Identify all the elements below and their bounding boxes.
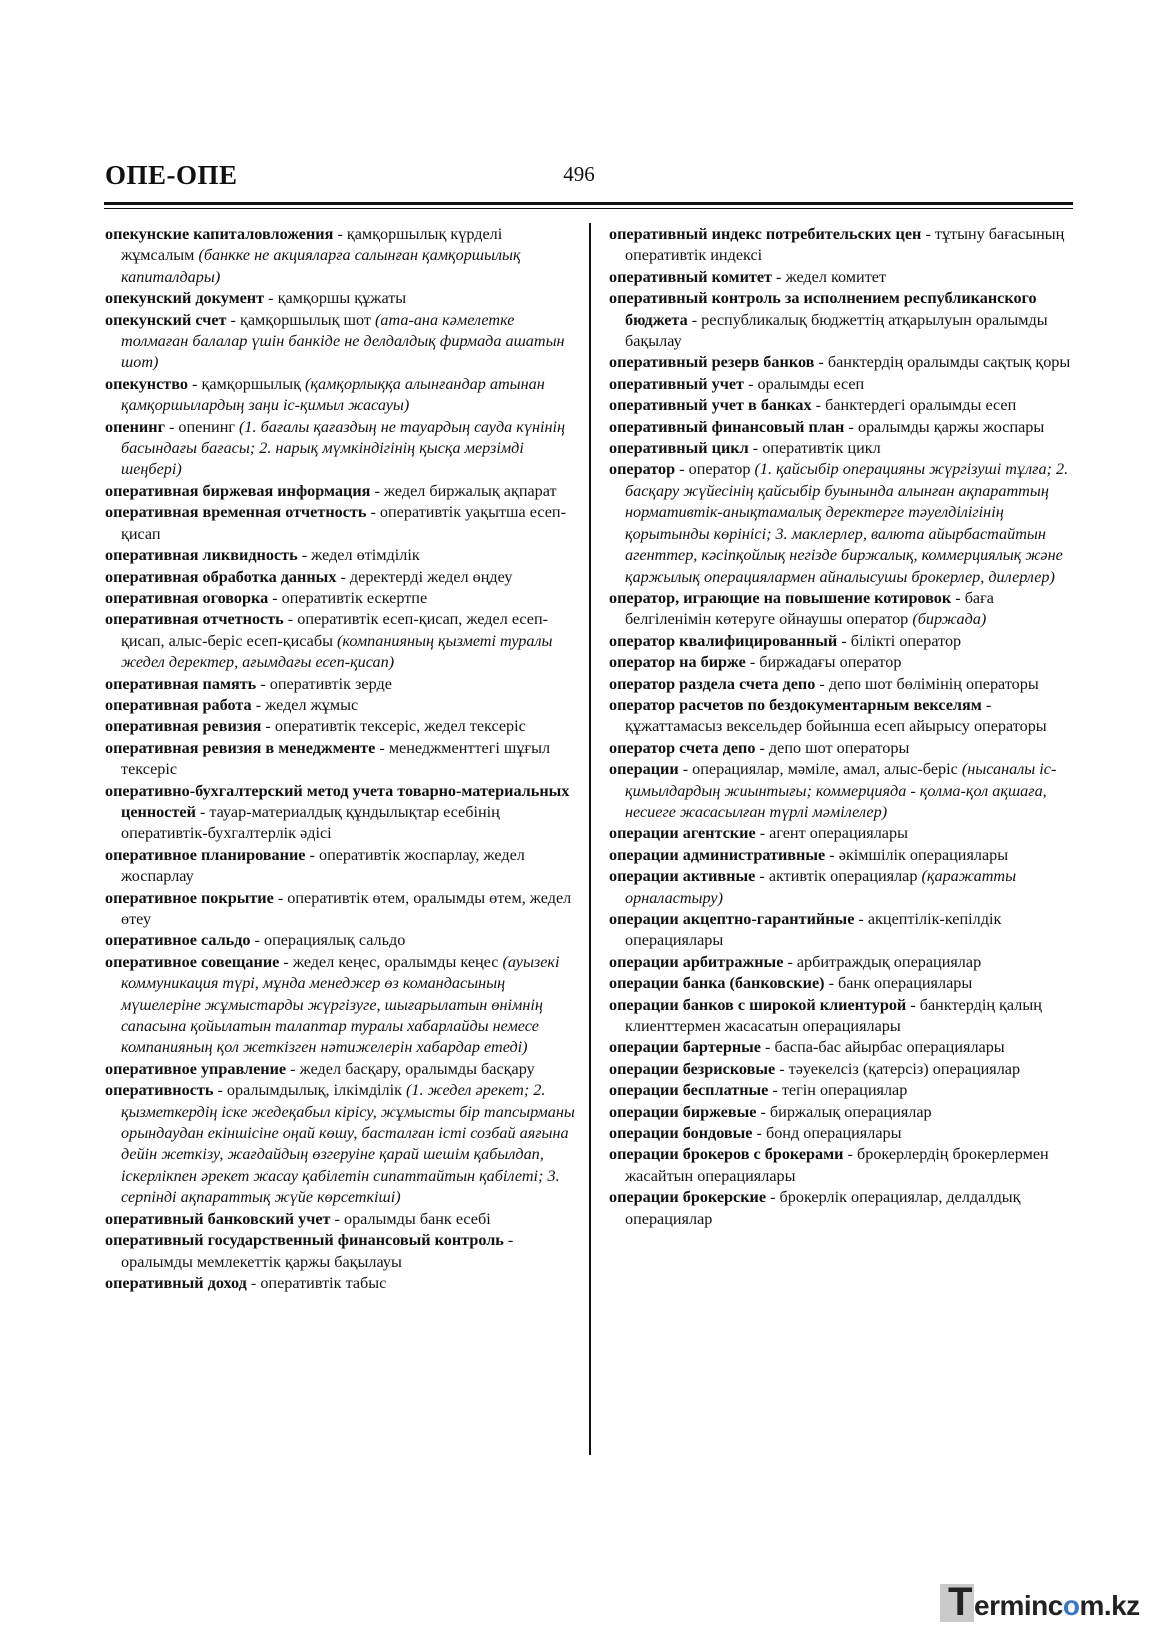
dictionary-entry bbox=[105, 481, 578, 502]
entry-separator: - bbox=[815, 674, 829, 693]
entry-separator: - bbox=[273, 888, 288, 907]
dictionary-entry bbox=[609, 738, 1079, 759]
entry-definition: республикалық бюджеттің атқарылуын оралымды бақылау bbox=[625, 310, 1048, 351]
entry-term: операции бесплатные bbox=[609, 1081, 769, 1100]
entry-term: оперативный банковский учет bbox=[105, 1209, 331, 1228]
entry-separator: - bbox=[783, 952, 797, 971]
entry-definition: қамқоршы құжаты bbox=[277, 289, 407, 308]
dictionary-entry bbox=[609, 695, 1079, 738]
entry-definition: брокерлік операциялар, делдалдық операциялар bbox=[625, 1188, 1021, 1228]
entry-term: операции арбитражные bbox=[609, 952, 784, 971]
entry-term: оперативный комитет bbox=[609, 267, 772, 286]
dictionary-entry bbox=[105, 695, 578, 716]
entry-term: опекунский счет bbox=[105, 310, 227, 329]
entry-note: (биржада) bbox=[912, 610, 987, 629]
entry-term: операции безрисковые bbox=[609, 1059, 776, 1078]
entry-separator: - bbox=[261, 717, 275, 736]
entry-separator: - bbox=[906, 995, 920, 1014]
entry-note: (1. қайсыбір операцияны жүргізуші тұлға; 2. басқару жүйесінің қайсыбір буынында алынған ақпараттың нормативтік-анықтамалық деректерге тәуелділігінің қорытынды көрінісі; 3. маклерлер, валюта айырбастайтын агенттер, кәсіпқойлық негізде биржалық, коммерциялық және қаржылық операциялармен айналысушы брокерлер, дилерлер) bbox=[625, 460, 1069, 586]
entry-separator: - bbox=[164, 417, 179, 436]
entry-definition: әкімшілік операциялары bbox=[838, 845, 1009, 864]
entry-separator: - bbox=[756, 1102, 770, 1121]
dictionary-entry bbox=[105, 417, 578, 481]
entry-separator: - bbox=[768, 1081, 782, 1100]
entry-term: оперативное совещание bbox=[105, 952, 280, 971]
entry-definition: активтік операциялар bbox=[768, 867, 918, 886]
dictionary-entry bbox=[609, 1144, 1079, 1187]
termincom-logo: T ermincom.kz bbox=[940, 1584, 1150, 1624]
entry-term: оператор счета депо bbox=[609, 738, 756, 757]
entry-definition: оперативтік өтем, оралымды өтем, жедел өтеу bbox=[121, 888, 572, 928]
entry-separator: - bbox=[246, 1273, 261, 1292]
entry-definition: оператор bbox=[688, 460, 751, 479]
entry-definition: банк операциялары bbox=[838, 974, 973, 993]
entry-separator: - bbox=[755, 867, 769, 886]
entry-definition: оралымды мемлекеттік қаржы бақылауы bbox=[121, 1252, 402, 1271]
entry-term: оперативный финансовый план bbox=[609, 417, 845, 436]
entry-definition: оперативтік жоспарлау, жедел жоспарлау bbox=[121, 845, 525, 886]
entry-definition: тауар-материалдық құндылықтар есебінің оперативтік-бухгалтерлік әдісі bbox=[121, 802, 500, 843]
entry-definition: агент операциялары bbox=[769, 824, 908, 843]
entry-definition: оперативтік есеп-қисап, жедел есеп-қисап, алыс-беріс есеп-қисабы bbox=[121, 610, 549, 650]
entry-term: оперативный индекс потребительских цен bbox=[609, 225, 922, 243]
entry-definition: тегін операциялар bbox=[781, 1081, 908, 1100]
entry-definition: операциялық сальдо bbox=[263, 931, 406, 950]
entry-definition: оперативтік зерде bbox=[269, 674, 392, 693]
entry-term: оперативный контроль за исполнением республиканского бюджета bbox=[609, 289, 1037, 329]
entry-definition: деректерді жедел өңдеу bbox=[349, 567, 513, 586]
dictionary-entry bbox=[609, 674, 1079, 695]
dictionary-entry bbox=[105, 545, 578, 566]
entry-separator: - bbox=[305, 845, 319, 864]
entry-term: операции административные bbox=[609, 845, 826, 864]
entry-definition: оралымды есеп bbox=[757, 374, 865, 393]
entry-definition: брокерлердің брокерлермен жасайтын операциялары bbox=[625, 1145, 1049, 1185]
dictionary-entry bbox=[105, 1273, 578, 1294]
dictionary-entry bbox=[609, 845, 1079, 866]
dictionary-entry bbox=[105, 674, 578, 695]
entry-definition: биржалық операциялар bbox=[769, 1102, 932, 1121]
entry-term: опенинг bbox=[105, 417, 165, 436]
entry-separator: - bbox=[213, 1081, 227, 1100]
dictionary-entry bbox=[609, 438, 1079, 459]
entry-note: (компанияның қызметі туралы жедел деректер, ағымдағы есеп-қисап) bbox=[121, 631, 553, 672]
entry-definition: жедел кеңес, оралымды кеңес bbox=[292, 952, 499, 971]
entry-separator: - bbox=[981, 695, 992, 714]
dictionary-entry bbox=[105, 845, 578, 888]
entry-definition: қамқоршылық күрделі жұмсалым bbox=[121, 225, 503, 265]
entry-separator: - bbox=[297, 546, 312, 565]
entry-separator: - bbox=[370, 481, 384, 500]
entry-note: (қаражатты орналастыру) bbox=[625, 867, 1017, 907]
entry-separator: - bbox=[687, 310, 702, 329]
dictionary-entry bbox=[609, 288, 1079, 352]
entry-note: (1. жедел әрекет; 2. қызметкердің іске жедеқабыл кірісу, жұмысты бір тапсырманы орындаудан екіншісіне оңай көшу, басталған істі созбай аяғына дейін жеткізу, жағдайдың өзгеруіне қарай шешім қабылдап, іскерлікпен әрекет жасау қабілетін сипаттайтын қабілеті; 3. серпінді ақпараттық жүйе көрсеткіші) bbox=[121, 1081, 575, 1207]
entry-term: операции бондовые bbox=[609, 1124, 753, 1143]
entry-definition: депо шот операторы bbox=[768, 738, 910, 757]
entry-term: операции бартерные bbox=[609, 1038, 761, 1057]
dictionary-entry bbox=[609, 652, 1079, 673]
entry-separator: - bbox=[678, 760, 693, 779]
entry-definition: банктердегі оралымды есеп bbox=[825, 396, 1017, 415]
dictionary-entry bbox=[609, 1037, 1079, 1058]
entry-separator: - bbox=[283, 610, 298, 629]
entry-term: операции агентские bbox=[609, 824, 756, 843]
dictionary-entry bbox=[609, 374, 1079, 395]
entry-separator: - bbox=[503, 1231, 514, 1250]
entry-term: оперативная работа bbox=[105, 695, 252, 714]
dictionary-entry bbox=[105, 1209, 578, 1230]
entry-separator: - bbox=[761, 1038, 775, 1057]
entry-term: операции биржевые bbox=[609, 1102, 757, 1121]
dictionary-entry bbox=[609, 1102, 1079, 1123]
dictionary-entry bbox=[609, 588, 1079, 631]
entry-definition: жедел өтімділік bbox=[311, 546, 420, 565]
entry-separator: - bbox=[333, 225, 347, 243]
entry-separator: - bbox=[286, 1059, 300, 1078]
entry-separator: - bbox=[766, 1188, 780, 1207]
entry-separator: - bbox=[824, 974, 839, 993]
entry-definition: жедел комитет bbox=[785, 267, 887, 286]
entry-term: оперативность bbox=[105, 1081, 214, 1100]
entry-separator: - bbox=[251, 695, 266, 714]
entry-definition: білікті оператор bbox=[850, 631, 962, 650]
entry-definition: баспа-бас айырбас операциялары bbox=[774, 1038, 1005, 1057]
entry-separator: - bbox=[187, 374, 202, 393]
dictionary-entry bbox=[609, 267, 1079, 288]
dictionary-entry bbox=[105, 716, 578, 737]
entry-definition: оралымды банк есебі bbox=[343, 1209, 491, 1228]
entry-separator: - bbox=[264, 289, 278, 308]
entry-definition: жедел биржалық ақпарат bbox=[383, 481, 557, 500]
entry-separator: - bbox=[366, 503, 380, 522]
entry-definition: оперативтік табыс bbox=[260, 1273, 387, 1292]
entry-definition: құжаттамасыз вексельдер бойынша есеп айырысу операторы bbox=[625, 717, 1047, 736]
dictionary-entry bbox=[105, 952, 578, 1059]
entry-term: операции банков с широкой клиентурой bbox=[609, 995, 907, 1014]
entry-separator: - bbox=[843, 1145, 857, 1164]
entry-definition: баға белгіленімін көтеруге ойнаушы оператор bbox=[625, 588, 994, 629]
entry-definition: менеджменттегі шұғыл тексеріс bbox=[121, 738, 551, 779]
entry-term: оперативное планирование bbox=[105, 845, 306, 864]
dictionary-entry bbox=[105, 567, 578, 588]
entry-term: опекунство bbox=[105, 374, 188, 393]
entry-definition: депо шот бөлімінің операторы bbox=[828, 674, 1039, 693]
entry-separator: - bbox=[825, 845, 839, 864]
dictionary-entry bbox=[609, 395, 1079, 416]
dictionary-entry bbox=[609, 759, 1079, 823]
dictionary-entry bbox=[609, 459, 1079, 587]
entry-term: оперативная ревизия в менеджменте bbox=[105, 738, 376, 757]
entry-term: оперативная ликвидность bbox=[105, 546, 298, 565]
entry-separator: - bbox=[745, 653, 760, 672]
entry-separator: - bbox=[811, 396, 826, 415]
dictionary-entry bbox=[609, 1080, 1079, 1101]
entry-definition: опенинг bbox=[178, 417, 235, 436]
dictionary-entry bbox=[105, 310, 578, 374]
entry-separator: - bbox=[250, 931, 264, 950]
dictionary-entry bbox=[105, 930, 578, 951]
entry-term: оператор, играющие на повышение котировок bbox=[609, 588, 952, 607]
page-number: 496 bbox=[563, 162, 595, 186]
entry-note: (нысаналы іс-қимылдардың жиынтығы; коммерцияда - қолма-қол ақшаға, несиеге жасасылған түрлі мәмілелер) bbox=[625, 760, 1057, 821]
entry-definition: оперативтік уақытша есеп-қисап bbox=[121, 503, 566, 543]
entry-term: оперативный резерв банков bbox=[609, 353, 815, 372]
entry-definition: банктердің қалың клиенттермен жасасатын операциялары bbox=[625, 995, 1042, 1036]
dictionary-entry bbox=[105, 738, 578, 781]
header-rule-thin bbox=[104, 208, 1073, 209]
dictionary-entry bbox=[609, 866, 1079, 909]
entry-term: оперативный доход bbox=[105, 1273, 247, 1292]
entry-note: (ата-ана кәмелетке толмаған балалар үшін банкіде не делдалдық фирмада ашатын шот) bbox=[121, 310, 565, 372]
entry-note: (қамқорлыққа алынғандар атынан қамқоршылардың заңи іс-қимыл жасауы) bbox=[121, 374, 545, 415]
entry-term: оператор на бирже bbox=[609, 653, 746, 672]
entry-term: оперативный государственный финансовый контроль bbox=[105, 1231, 504, 1250]
entry-term: оперативная биржевая информация bbox=[105, 481, 371, 500]
column-divider bbox=[589, 223, 591, 1455]
entry-definition: оралымды қаржы жоспары bbox=[857, 417, 1045, 436]
entry-term: операции bbox=[609, 760, 679, 779]
entry-definition: жедел жұмыс bbox=[265, 695, 359, 714]
entry-separator: - bbox=[748, 439, 763, 458]
dictionary-entry bbox=[609, 1123, 1079, 1144]
entry-separator: - bbox=[279, 952, 293, 971]
dictionary-entry bbox=[609, 224, 1079, 267]
dictionary-entry bbox=[105, 609, 578, 673]
entry-definition: оралымдылық, ілкімділік bbox=[226, 1081, 402, 1100]
entry-definition: оперативтік тексеріс, жедел тексеріс bbox=[274, 717, 526, 736]
entry-term: оперативная временная отчетность bbox=[105, 503, 367, 522]
dictionary-entry bbox=[105, 1080, 578, 1208]
entry-term: оперативное сальдо bbox=[105, 931, 251, 950]
entry-term: оперативное покрытие bbox=[105, 888, 274, 907]
entry-separator: - bbox=[951, 588, 965, 607]
entry-separator: - bbox=[375, 738, 389, 757]
entry-separator: - bbox=[854, 910, 868, 928]
entry-term: операции брокерские bbox=[609, 1188, 767, 1207]
header-title: ОПЕ-ОПЕ bbox=[105, 160, 238, 190]
entry-separator: - bbox=[755, 738, 769, 757]
entry-term: операции банка (банковские) bbox=[609, 974, 825, 993]
dictionary-entry bbox=[105, 781, 578, 845]
header-rule-thick bbox=[104, 202, 1073, 205]
entry-separator: - bbox=[675, 460, 689, 479]
right-column bbox=[609, 224, 1079, 1230]
entry-separator: - bbox=[771, 267, 786, 286]
entry-definition: тұтыну бағасының оперативтік индексі bbox=[625, 225, 1065, 265]
entry-separator: - bbox=[336, 567, 350, 586]
entry-definition: жедел басқару, оралымды басқару bbox=[299, 1059, 535, 1078]
entry-note: (банкке не акцияларға салынған қамқоршылық капиталдары) bbox=[121, 246, 521, 286]
entry-note: (1. бағалы қағаздың не тауардың сауда күнінің басындағы бағасы; 2. нарық мүмкіндігінің қысқа мерзімді шеңбері) bbox=[121, 417, 566, 479]
dictionary-entry bbox=[609, 1187, 1079, 1230]
entry-separator: - bbox=[775, 1059, 789, 1078]
dictionary-entry bbox=[105, 1230, 578, 1273]
entry-definition: биржадағы оператор bbox=[759, 653, 902, 672]
entry-term: оперативная ревизия bbox=[105, 717, 262, 736]
entry-definition: бонд операциялары bbox=[765, 1124, 902, 1143]
entry-term: оперативное управление bbox=[105, 1059, 287, 1078]
entry-definition: қамқоршылық шот bbox=[239, 310, 371, 329]
entry-separator: - bbox=[844, 417, 858, 436]
entry-separator: - bbox=[330, 1209, 344, 1228]
dictionary-entry bbox=[105, 288, 578, 309]
entry-note: (ауызекі коммуникация түрі, мұнда менеджер өз командасының мүшелеріне жұмыстарды жүргізуге, шығарылатын өнімнің сапасына қойылатын талаптар туралы хабарлайды немесе компанияның қол жеткізген нәтижелерін хабардар етеді) bbox=[121, 952, 560, 1057]
entry-definition: қамқоршылық bbox=[201, 374, 301, 393]
left-column bbox=[105, 224, 578, 1294]
dictionary-entry bbox=[609, 823, 1079, 844]
entry-term: оперативно-бухгалтерский метод учета товарно-материальных ценностей bbox=[105, 781, 570, 821]
entry-term: операции активные bbox=[609, 867, 756, 886]
entry-definition: оперативтік цикл bbox=[762, 439, 881, 458]
entry-separator: - bbox=[195, 802, 210, 821]
dictionary-entry bbox=[609, 1059, 1079, 1080]
entry-term: оперативная память bbox=[105, 674, 257, 693]
entry-definition: оперативтік ескертпе bbox=[281, 588, 428, 607]
entry-term: оперативный учет в банках bbox=[609, 396, 812, 415]
dictionary-entry bbox=[105, 374, 578, 417]
entry-definition: акцептілік-кепілдік операциялары bbox=[625, 910, 1002, 950]
dictionary-entry bbox=[609, 973, 1079, 994]
dictionary-entry bbox=[609, 909, 1079, 952]
entry-term: оперативная обработка данных bbox=[105, 567, 337, 586]
dictionary-entry bbox=[609, 417, 1079, 438]
entry-term: оперативный цикл bbox=[609, 439, 749, 458]
entry-separator: - bbox=[744, 374, 758, 393]
entry-separator: - bbox=[814, 353, 828, 372]
entry-definition: арбитраждық операциялар bbox=[796, 952, 982, 971]
entry-term: операции акцептно-гарантийные bbox=[609, 910, 855, 928]
dictionary-entry bbox=[609, 952, 1079, 973]
entry-separator: - bbox=[226, 310, 240, 329]
dictionary-entry bbox=[105, 224, 578, 288]
entry-term: опекунский документ bbox=[105, 289, 265, 308]
entry-separator: - bbox=[752, 1124, 766, 1143]
entry-separator: - bbox=[837, 631, 851, 650]
dictionary-entry bbox=[105, 588, 578, 609]
dictionary-entry bbox=[609, 352, 1079, 373]
entry-term: оператор квалифицированный bbox=[609, 631, 838, 650]
entry-separator: - bbox=[921, 225, 935, 243]
entry-definition: операциялар, мәміле, амал, алыс-беріс bbox=[692, 760, 958, 779]
entry-term: оперативная отчетность bbox=[105, 610, 284, 629]
dictionary-entry bbox=[105, 1059, 578, 1080]
entry-term: оператор расчетов по бездокументарным векселям bbox=[609, 695, 982, 714]
entry-definition: тәуекелсіз (қатерсіз) операциялар bbox=[788, 1059, 1021, 1078]
dictionary-entry bbox=[609, 631, 1079, 652]
entry-separator: - bbox=[268, 588, 282, 607]
entry-separator: - bbox=[256, 674, 270, 693]
entry-term: опекунские капиталовложения bbox=[105, 225, 334, 243]
entry-term: операции брокеров с брокерами bbox=[609, 1145, 844, 1164]
dictionary-entry bbox=[105, 888, 578, 931]
entry-term: оперативная оговорка bbox=[105, 588, 269, 607]
dictionary-entry bbox=[105, 502, 578, 545]
entry-term: оператор раздела счета депо bbox=[609, 674, 816, 693]
entry-definition: банктердің оралымды сақтық қоры bbox=[827, 353, 1071, 372]
entry-term: оператор bbox=[609, 460, 676, 479]
entry-separator: - bbox=[755, 824, 770, 843]
entry-term: оперативный учет bbox=[609, 374, 745, 393]
dictionary-entry bbox=[609, 995, 1079, 1038]
